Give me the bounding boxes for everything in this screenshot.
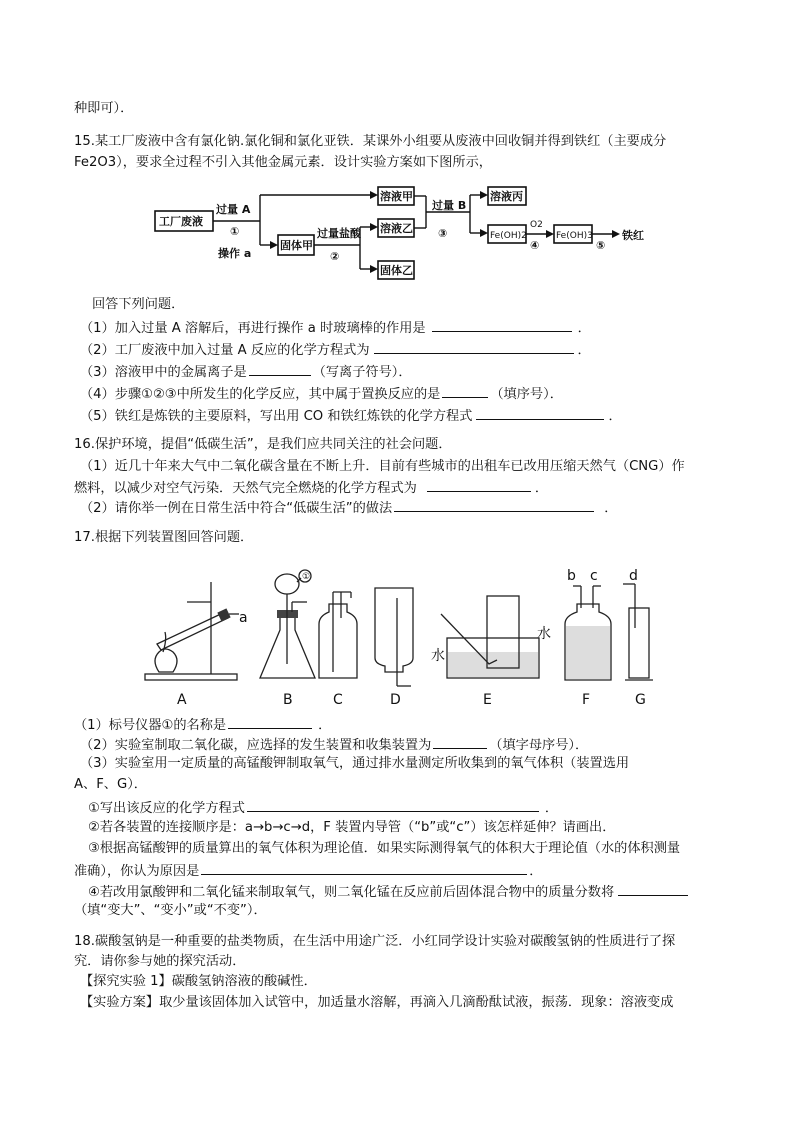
q18-exp1: 【探究实验 1】碳酸氢钠溶液的酸碱性．	[80, 974, 317, 989]
q16-sub2: （2）请你举一例在日常生活中符合“低碳生活”的做法 ．	[80, 498, 617, 518]
label-op-a: 操作 a	[218, 247, 252, 260]
label-iron-red: 铁红	[622, 229, 644, 242]
q18-plan: 【实验方案】取少量该固体加入试管中，加适量水溶解，再滴入几滴酚酞试液，振荡．现象：溶液变成	[80, 995, 674, 1010]
apparatus-f	[537, 568, 611, 680]
apparatus-g	[623, 568, 653, 680]
q15-sub4-hint: （填序号）．	[490, 387, 563, 402]
q17-c4-blank[interactable]	[618, 882, 688, 896]
q16-sub1b-text: 燃料，以减少对空气污染．天然气完全燃烧的化学方程式为	[74, 481, 417, 496]
label-app-c: C	[333, 692, 343, 708]
q17-c1-text: ①写出该反应的化学方程式	[88, 801, 245, 816]
box-waste-label: 工厂废液	[159, 215, 203, 228]
q15-sub5-blank[interactable]	[476, 406, 604, 420]
label-b-port: b	[567, 568, 576, 584]
q15-stem-1: 15.某工厂废液中含有氯化钠.氯化铜和氯化亚铁．某课外小组要从废液中回收铜并得到铁红（主要成分	[74, 134, 667, 149]
q15-sub3-text: （3）溶液甲中的金属离子是	[80, 365, 247, 380]
q16-sub1: （1）近几十年来大气中二氧化碳含量在不断上升．目前有些城市的出租车已改用压缩天然气（CNG）作	[80, 459, 685, 474]
q17-c3b-text: 准确），你认为原因是	[74, 864, 200, 879]
q15-sub4-text: （4）步骤①②③中所发生的化学反应，其中属于置换反应的是	[80, 387, 441, 402]
box-feoh3-label: Fe(OH)3	[556, 231, 593, 241]
box-sol-yi-label: 溶液乙	[380, 222, 413, 235]
label-app-b: B	[283, 692, 293, 708]
label-step3: ③	[438, 227, 448, 240]
q17-sub2-blank[interactable]	[433, 735, 487, 749]
q15-sub2-blank[interactable]	[374, 340, 574, 354]
q17-sub3: （3）实验室用一定质量的高锰酸钾制取氧气，通过排水量测定所收集到的氧气体积（装置选用	[80, 756, 630, 771]
apparatus-a	[145, 582, 248, 680]
apparatus-figure	[135, 568, 665, 710]
q15-sub1-text: （1）加入过量 A 溶解后，再进行操作 a 时玻璃棒的作用是	[80, 321, 426, 336]
apparatus-d	[375, 588, 413, 686]
q17-sub2	[80, 735, 588, 755]
q17-sub1-blank[interactable]	[228, 715, 312, 729]
box-sol-jia-label: 溶液甲	[380, 190, 413, 203]
q15-sub5-text: （5）铁红是炼铁的主要原料，写出用 CO 和铁红炼铁的化学方程式	[80, 409, 473, 424]
label-excess-hcl: 过量盐酸	[317, 227, 361, 240]
box-sol-bing-label: 溶液丙	[490, 190, 523, 203]
label-excess-a: 过量 A	[216, 203, 251, 216]
q15-stem-2: Fe2O3），要求全过程不引入其他金属元素．设计实验方案如下图所示，	[74, 155, 492, 170]
label-step1: ①	[230, 225, 240, 238]
flowchart	[150, 185, 670, 287]
label-water-f: 水	[537, 626, 551, 642]
label-step5: ⑤	[596, 239, 606, 252]
q17-c4	[88, 882, 688, 902]
label-app-e: E	[483, 692, 492, 708]
q15-sub5: （5）铁红是炼铁的主要原料，写出用 CO 和铁红炼铁的化学方程式 ．	[80, 406, 622, 426]
q18-stem-2: 究．请你参与她的探究活动．	[74, 954, 246, 969]
q17-c3-blank[interactable]	[201, 861, 527, 875]
label-water-e: 水	[431, 648, 445, 664]
q17-c4b: （填“变大”、“变小”或“不变”）．	[74, 903, 267, 918]
apparatus-e	[431, 596, 539, 678]
q15-sub3-hint: （写离子符号）．	[312, 365, 412, 380]
apparatus-c	[319, 592, 357, 678]
q17-stem: 17.根据下列装置图回答问题．	[74, 530, 254, 545]
label-excess-b: 过量 B	[432, 199, 467, 212]
q16-sub1b: 燃料，以减少对空气污染．天然气完全燃烧的化学方程式为 ．	[74, 478, 548, 498]
label-app-d: D	[390, 692, 401, 708]
q17-c3: ③根据高锰酸钾的质量算出的氧气体积为理论值．如果实际测得氧气的体积大于理论值（水的体积测量	[88, 841, 681, 856]
q18-stem-1: 18.碳酸氢钠是一种重要的盐类物质，在生活中用途广泛．小红同学设计实验对碳酸氢钠的性质进行了探	[74, 934, 676, 949]
q16-stem: 16.保护环境，提倡“低碳生活”，是我们应共同关注的社会问题．	[74, 437, 452, 452]
q17-c2: ②若各装置的连接顺序是：a→b→c→d，F 装置内导管（“b”或“c”）该怎样延伸？请画出．	[88, 820, 616, 835]
label-o2: O2	[530, 220, 543, 230]
label-app-a: A	[177, 692, 187, 708]
label-app-f: F	[582, 692, 591, 708]
q17-sub3b: A、F、G）．	[74, 777, 147, 792]
q15-sub2-text: （2）工厂废液中加入过量 A 反应的化学方程式为	[80, 343, 370, 358]
q15-sub3	[80, 362, 412, 382]
line-continuation: 种即可）．	[74, 101, 134, 116]
q17-c1-blank[interactable]	[247, 798, 539, 812]
label-a-port: a	[239, 610, 248, 626]
label-step2: ②	[330, 250, 340, 263]
q15-sub1-blank[interactable]	[432, 318, 572, 332]
q17-c4-text: ④若改用氯酸钾和二氧化锰来制取氧气，则二氧化锰在反应前后固体混合物中的质量分数将	[88, 885, 615, 900]
q17-c3b: 准确），你认为原因是 ．	[74, 861, 542, 881]
label-app-g: G	[635, 692, 646, 708]
label-c-port: c	[590, 568, 598, 584]
q16-sub2-blank[interactable]	[394, 498, 594, 512]
label-d-port: d	[629, 568, 638, 584]
box-solid-jia-label: 固体甲	[280, 239, 313, 252]
q15-sub4	[80, 384, 563, 404]
q17-sub1: （1）标号仪器①的名称是 ．	[74, 715, 331, 735]
q17-sub2-hint: （填字母序号）．	[489, 738, 589, 753]
q16-sub2-text: （2）请你举一例在日常生活中符合“低碳生活”的做法	[80, 501, 393, 516]
q17-sub1-text: （1）标号仪器①的名称是	[74, 718, 227, 733]
q15-sub2: （2）工厂废液中加入过量 A 反应的化学方程式为 ．	[80, 340, 591, 360]
q15-sub1: （1）加入过量 A 溶解后，再进行操作 a 时玻璃棒的作用是 ．	[80, 318, 591, 338]
label-circle1: ①	[302, 572, 311, 582]
box-solid-yi-label: 固体乙	[380, 264, 413, 277]
label-step4: ④	[530, 239, 540, 252]
q17-c1: ①写出该反应的化学方程式 ．	[88, 798, 558, 818]
apparatus-b	[260, 570, 315, 678]
q17-sub2-text: （2）实验室制取二氧化碳，应选择的发生装置和收集装置为	[80, 738, 432, 753]
q15-sub3-blank[interactable]	[249, 362, 311, 376]
q16-sub1-blank[interactable]	[427, 478, 531, 492]
q15-answer-prompt: 回答下列问题．	[92, 297, 185, 312]
q15-sub4-blank[interactable]	[442, 384, 488, 398]
box-feoh2-label: Fe(OH)2	[490, 231, 527, 241]
